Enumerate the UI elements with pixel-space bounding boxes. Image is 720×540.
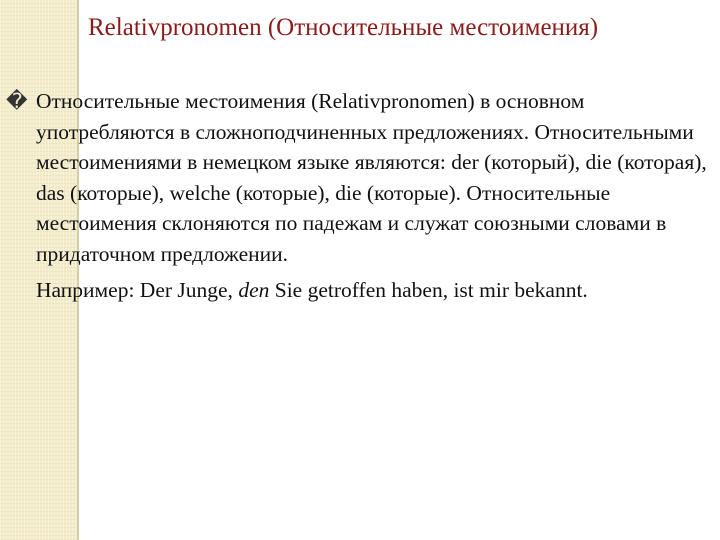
example-suffix: Sie getroffen haben, ist mir bekannt. [269,278,588,302]
paragraph-example [6,275,718,306]
slide-body [6,86,718,306]
paragraph-relative-pronouns [6,86,718,269]
example-italic-word: den [238,278,270,302]
example-prefix: Например: Der Junge, [36,278,239,302]
paragraph-text: Относительные местоимения (Relativpronomen) в основном употребляются в сложноподчиненных предложениях. Относительными местоимениями в немецком языке являются: der (который), die (которая), das (которые), welche (которые), die (которые). Относительные местоимения склоняются по падежам и служат союзными словами в придаточном предложении. [36,89,707,266]
bullet-icon: � [6,89,28,113]
slide-title: Relativpronomen (Относительные местоимения) [88,14,599,41]
